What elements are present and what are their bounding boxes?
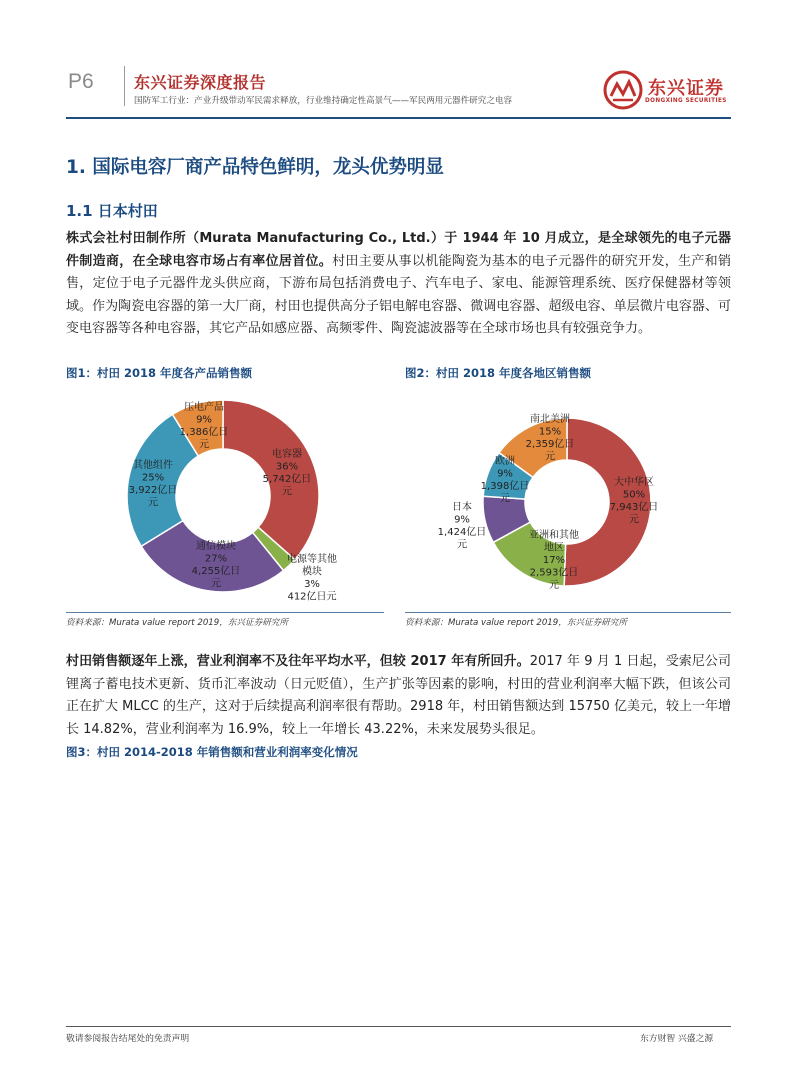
slice-label-3: 欧洲 9% 1,398亿日元 bbox=[480, 456, 530, 505]
slice-label-2: 日本 9% 1,424亿日元 bbox=[437, 502, 487, 551]
footer-slogan: 东方财智 兴盛之源 bbox=[640, 1034, 714, 1044]
figure2-caption: 图2：村田 2018 年度各地区销售额 bbox=[405, 366, 592, 380]
header-rule bbox=[66, 117, 731, 119]
logo-text: 东兴证券 bbox=[648, 78, 724, 99]
slice-label-0: 电容器 36% 5,742亿日元 bbox=[262, 449, 312, 498]
slice-label-3: 其他组件 25% 3,922亿日元 bbox=[128, 460, 178, 509]
sales-bold-lead: 村田销售额逐年上涨，营业利润率不及往年平均水平，但较 2017 年有所回升。 bbox=[66, 654, 530, 669]
header-divider bbox=[124, 66, 125, 106]
slice-label-4: 南北美洲 15% 2,359亿日元 bbox=[525, 414, 575, 463]
slice-label-2: 通信模块 27% 4,255亿日元 bbox=[191, 541, 241, 590]
subsection-heading: 1.1 日本村田 bbox=[66, 202, 158, 220]
figure2-source: 资料来源：Murata value report 2019，东兴证券研究所 bbox=[405, 618, 627, 628]
figure3-caption: 图3：村田 2014-2018 年销售额和营业利润率变化情况 bbox=[66, 745, 358, 759]
product-sales-donut-chart bbox=[66, 382, 386, 612]
report-subtitle: 国防军工行业：产业升级带动军民需求释放，行业维持确定性高景气——军民两用元器件研究之电容 bbox=[134, 96, 513, 106]
slice-label-1: 亚洲和其他地区 17% 2,593亿日元 bbox=[529, 530, 579, 591]
sales-paragraph bbox=[66, 651, 731, 741]
slice-label-4: 压电产品 9% 1,386亿日元 bbox=[179, 402, 229, 451]
company-logo-icon bbox=[603, 70, 643, 110]
sales-body: 2017 年 9 月 1 日起，受索尼公司锂离子蓄电技术更新、货币汇率波动（日元贬值），生产扩张等因素的影响，村田的营业利润率大幅下跌，但该公司正在扩大 MLCC 的生产，这对于后续提高利润率很有帮助。2918 年，村田销售额达到 15750 亿美元，较上一年增长 14.82%，营业利润率为 16.9%，较上一年增长 43.22%，未来发展势头很足。 bbox=[66, 654, 732, 737]
figure1-source: 资料来源：Murata value report 2019，东兴证券研究所 bbox=[66, 618, 288, 628]
logo-english: DONGXING SECURITIES bbox=[645, 98, 727, 104]
page-number: P6 bbox=[68, 70, 94, 93]
figure1-source-rule bbox=[66, 612, 384, 613]
slice-label-1: 电源等其他模块 3% 412亿日元 bbox=[287, 554, 337, 603]
intro-body: 村田主要从事以机能陶瓷为基本的电子元器件的研究开发，生产和销售，定位于电子元器件龙头供应商，下游布局包括消费电子、汽车电子、家电、能源管理系统、医疗保健器材等领域。作为陶瓷电容器的第一大厂商，村田也提供高分子铝电解电容器、微调电容器、超级电容、单层微片电容器、可变电容器等各种电容器，其它产品如感应器、高频零件、陶瓷滤波器等在全球市场也具有较强竞争力。 bbox=[66, 253, 731, 337]
intro-paragraph bbox=[66, 228, 731, 341]
section-heading: 1. 国际电容厂商产品特色鲜明，龙头优势明显 bbox=[66, 157, 444, 178]
figure2-source-rule bbox=[405, 612, 731, 613]
report-title: 东兴证券深度报告 bbox=[134, 73, 267, 92]
figure1-caption: 图1：村田 2018 年度各产品销售额 bbox=[66, 366, 253, 380]
slice-label-0: 大中华区 50% 7,943亿日元 bbox=[609, 477, 659, 526]
intro-bold-lead: 株式会社村田制作所（Murata Manufacturing Co., Ltd.）于 1944 年 10 月成立，是全球领先的电子元器件制造商，在全球电容市场占有率位居首位。 bbox=[66, 231, 731, 269]
footer-disclaimer: 敬请参阅报告结尾处的免责声明 bbox=[66, 1034, 190, 1044]
region-sales-donut-chart bbox=[405, 382, 731, 612]
footer-rule bbox=[66, 1026, 731, 1027]
